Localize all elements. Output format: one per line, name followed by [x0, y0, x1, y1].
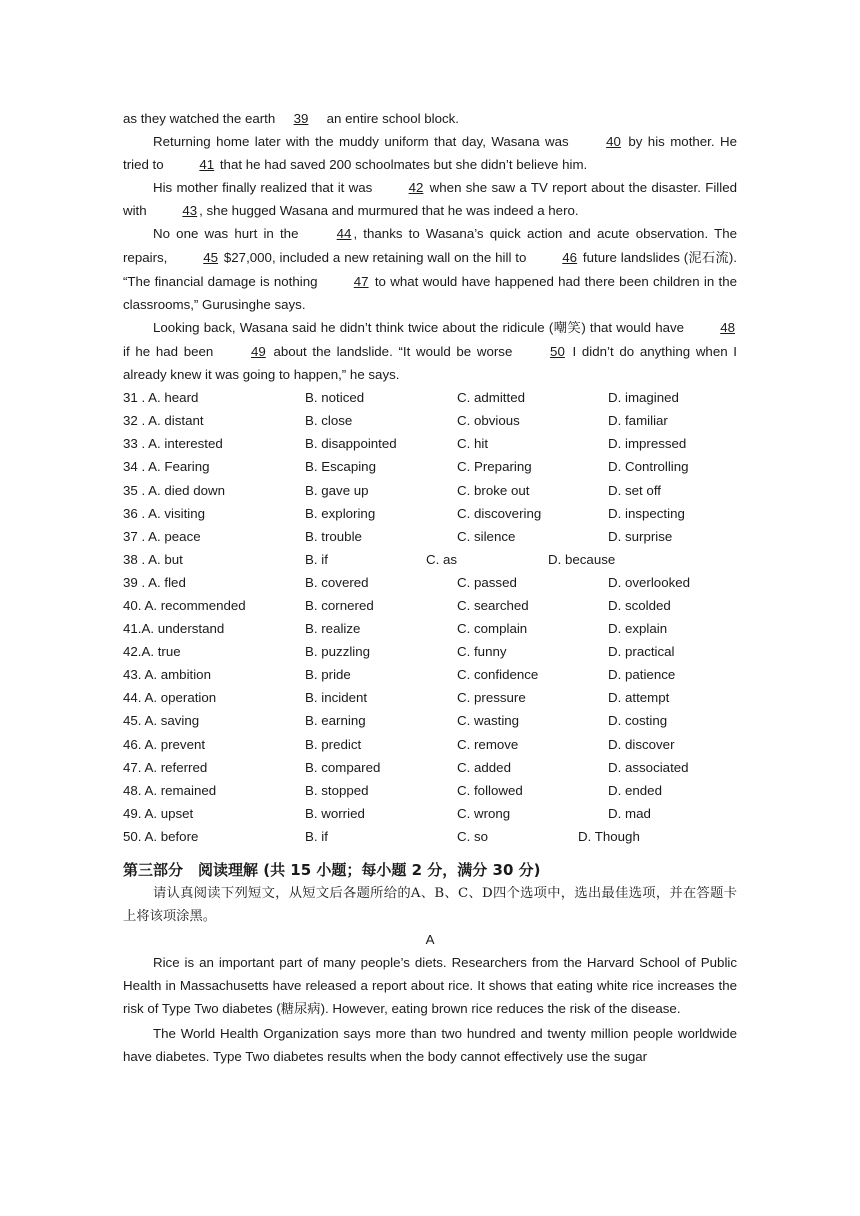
reading-paragraph: Rice is an important part of many people’s diets. Researchers from the Harvard School of Public Health in Massachusetts have released a report about rice. It shows that eating white rice increases the risk of Type Two diabetes (糖尿病). However, eating brown rice reduces the risk of the disease. — [123, 955, 737, 1018]
option-row: 47. A. referred B. compared C. added D. associated — [123, 759, 689, 775]
option-row: 49. A. upset B. worried C. wrong D. mad — [123, 805, 651, 821]
passage-paragraph: No one was hurt in the 44 , thanks to Wasana’s quick action and acute observation. The repairs, 45 $27,000, included a new retaining wall on the hill to 46 future landslides (泥石流). “The financial damage is nothing 47 to what would have happened had there been children in the classrooms,” Gurusinghe says. — [123, 222, 737, 315]
passage-line: as they watched the earth 39 an entire school block. — [123, 107, 737, 130]
blank-48: 48 — [720, 319, 735, 335]
option-row: 34 . A. Fearing B. Escaping C. Preparing D. Controlling — [123, 459, 689, 475]
section-title: 第三部分 阅读理解 (共 15 小题；每小题 2 分，满分 30 分) — [123, 861, 541, 879]
option-row: 46. A. prevent B. predict C. remove D. discover — [123, 736, 675, 752]
option-row: 45. A. saving B. earning C. wasting D. costing — [123, 713, 668, 729]
option-row: 43. A. ambition B. pride C. confidence D. patience — [123, 667, 676, 683]
blank-46: 46 — [562, 249, 578, 265]
options-list — [123, 386, 737, 848]
option-row: 37 . A. peace B. trouble C. silence D. surprise — [123, 528, 673, 544]
option-row: 48. A. remained B. stopped C. followed D. ended — [123, 782, 662, 798]
blank-41: 41 — [199, 157, 215, 173]
blank-50: 50 — [550, 343, 565, 359]
section-instruction: 请认真阅读下列短文，从短文后各题所给的A、B、C、D四个选项中，选出最佳选项，并在答题卡上将该项涂黑。 — [123, 886, 737, 925]
option-row: 39 . A. fled B. covered C. passed D. overlooked — [123, 574, 691, 590]
option-row: 35 . A. died down B. gave up C. broke out D. set off — [123, 482, 661, 498]
passage-label: A — [425, 932, 435, 948]
blank-43: 43 — [182, 203, 198, 219]
blank-44: 44 — [336, 226, 352, 242]
exam-page — [123, 107, 737, 1068]
passage-paragraph: Returning home later with the muddy uniform that day, Wasana was 40 by his mother. He tried to 41 that he had saved 200 schoolmates but she didn’t believe him. — [123, 130, 737, 176]
option-row: 32 . A. distant B. close C. obvious D. familiar — [123, 413, 668, 429]
option-row: 33 . A. interested B. disappointed C. hit D. impressed — [123, 436, 687, 452]
passage-paragraph: Looking back, Wasana said he didn’t think twice about the ridicule (嘲笑) that would have 48 if he had been 49 about the landslide. “It would be worse 50 I didn’t do anything when I already knew it was going to happen,” he says. — [123, 316, 737, 386]
option-row: 40. A. recommended B. cornered C. searched D. scolded — [123, 597, 671, 613]
reading-paragraph: The World Health Organization says more than two hundred and twenty million people worldwide have diabetes. Type Two diabetes results when the body cannot effectively use the sugar — [123, 1025, 737, 1064]
blank-47: 47 — [353, 273, 369, 289]
blank-40: 40 — [606, 134, 621, 150]
option-row: 42.A. true B. puzzling C. funny D. practical — [123, 644, 675, 660]
option-row: 50. A. before B. if C. so D. Though — [123, 828, 640, 844]
option-row: 44. A. operation B. incident C. pressure D. attempt — [123, 690, 670, 706]
option-row: 38 . A. but B. if C. as D. because — [123, 551, 616, 567]
blank-42: 42 — [408, 180, 424, 196]
passage-paragraph: His mother finally realized that it was 42 when she saw a TV report about the disaster. Filled with 43 , she hugged Wasana and murmured that he was indeed a hero. — [123, 176, 737, 222]
blank-45: 45 — [203, 249, 219, 265]
blank-39: 39 — [293, 111, 309, 126]
option-row: 31 . A. heard B. noticed C. admitted D. imagined — [123, 390, 679, 406]
blank-49: 49 — [250, 343, 266, 359]
option-row: 41.A. understand B. realize C. complain D. explain — [123, 621, 668, 637]
option-row: 36 . A. visiting B. exploring C. discovering D. inspecting — [123, 505, 685, 521]
